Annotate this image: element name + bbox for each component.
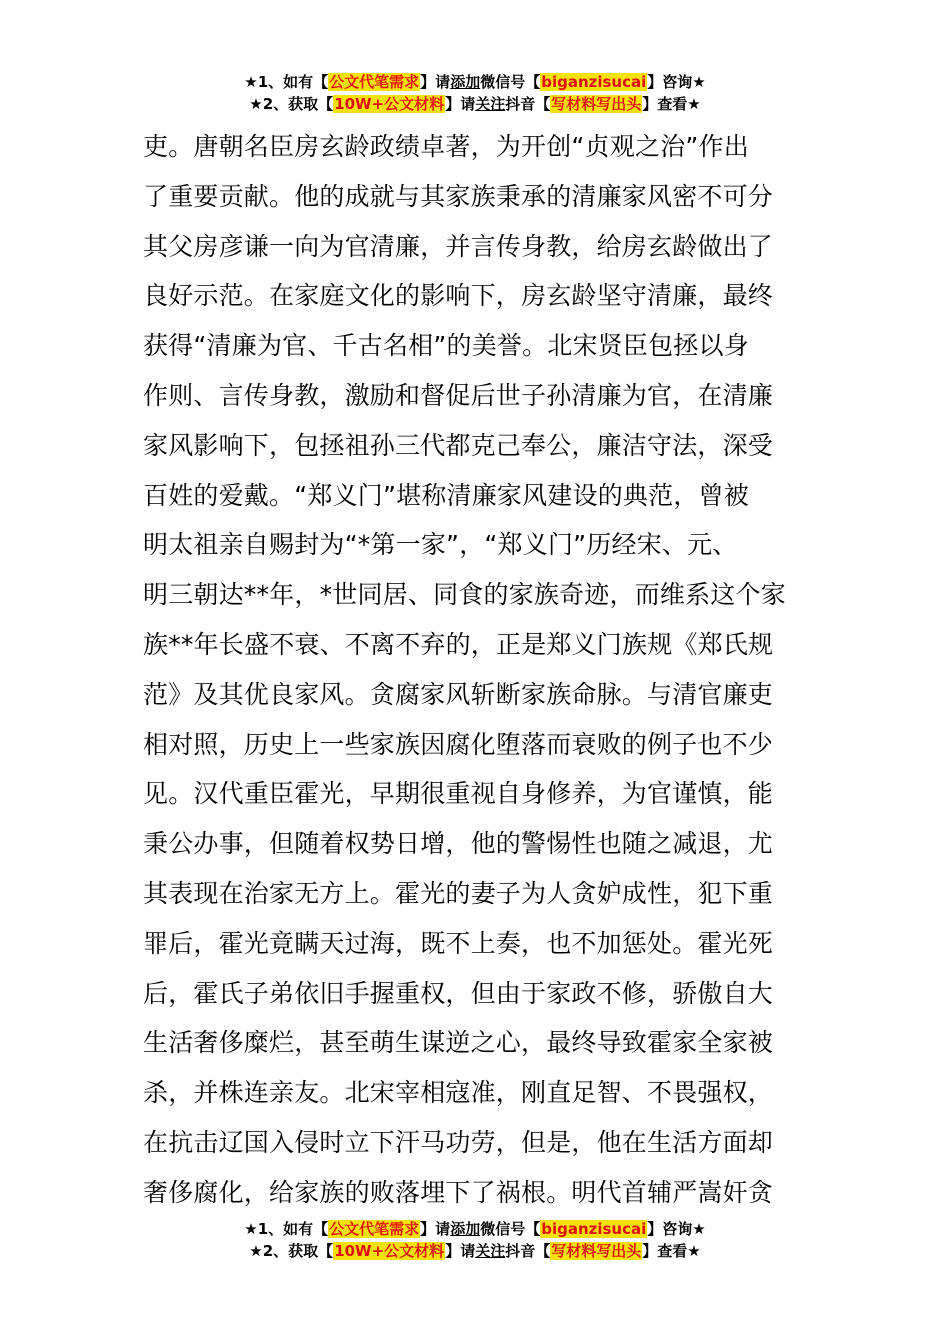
footer-line-2-text-b: 抖音【 (505, 1242, 551, 1260)
header-line-1-suffix: 】咨询★ (647, 73, 706, 91)
body-line: 见。汉代重臣霍光，早期很重视自身修养，为官谨慎，能 (143, 779, 774, 809)
footer-line-2-highlight-douyin: 写材料写出头 (551, 1242, 642, 1260)
header-line-1 (0, 71, 950, 93)
body-line: 奢侈腐化，给家族的败落埋下了祸根。明代首辅严嵩奸贪 (143, 1177, 774, 1207)
header-line-2-suffix: 】查看★ (642, 95, 701, 113)
body-line: 良好示范。在家庭文化的影响下，房玄龄坚守清廉，最终 (143, 281, 774, 311)
header-line-2-prefix: ★2、获取【 (249, 95, 334, 113)
footer-line-1-prefix: ★1、如有【 (244, 1220, 329, 1238)
footer-line-1-highlight-service: 公文代笔需求 (329, 1220, 420, 1238)
body-line: 范》及其优良家风。贪腐家风斩断家族命脉。与清官廉吏 (143, 679, 774, 709)
body-line: 秉公办事，但随着权势日增，他的警惕性也随之减退，尤 (143, 829, 774, 859)
body-line: 明三朝达**年，*世同居、同食的家族奇迹，而维系这个家 (143, 580, 786, 610)
header-line-1-highlight-wechat: biganzisucai (541, 73, 647, 91)
footer-line-1-text-b: 微信号【 (480, 1220, 541, 1238)
footer-line-1-highlight-wechat: biganzisucai (541, 1220, 647, 1238)
body-line: 百姓的爱戴。“郑义门”堪称清廉家风建设的典范，曾被 (143, 480, 749, 510)
header-line-2-text-a: 】请 (445, 95, 476, 113)
body-line: 其父房彦谦一向为官清廉，并言传身教，给房玄龄做出了 (143, 231, 774, 261)
footer-line-2 (0, 1240, 950, 1262)
body-line: 家风影响下，包拯祖孙三代都克己奉公，廉洁守法，深受 (143, 430, 774, 460)
footer-line-1-underline: 添加 (450, 1220, 481, 1238)
body-line: 了重要贡献。他的成就与其家族秉承的清廉家风密不可分 (143, 181, 774, 211)
body-line: 作则、言传身教，激励和督促后世子孙清廉为官，在清廉 (143, 380, 774, 410)
body-line: 罪后，霍光竟瞒天过海，既不上奏，也不加惩处。霍光死 (143, 928, 774, 958)
header-banner (0, 71, 950, 115)
body-line: 相对照，历史上一些家族因腐化堕落而衰败的例子也不少 (143, 729, 774, 759)
header-line-1-prefix: ★1、如有【 (244, 73, 329, 91)
footer-banner (0, 1218, 950, 1262)
footer-line-2-highlight-materials: 10W+公文材料 (334, 1242, 445, 1260)
body-line: 吏。唐朝名臣房玄龄政绩卓著，为开创“贞观之治”作出 (143, 132, 749, 161)
footer-line-1 (0, 1218, 950, 1240)
body-line: 后，霍氏子弟依旧手握重权，但由于家政不修，骄傲自大 (143, 978, 774, 1008)
footer-line-2-prefix: ★2、获取【 (249, 1242, 334, 1260)
footer-line-1-text-a: 】请 (420, 1220, 451, 1238)
header-line-2-highlight-materials: 10W+公文材料 (334, 95, 445, 113)
header-line-1-highlight-service: 公文代笔需求 (329, 73, 420, 91)
footer-line-2-text-a: 】请 (445, 1242, 476, 1260)
header-line-1-underline: 添加 (450, 73, 481, 91)
header-line-2-highlight-douyin: 写材料写出头 (551, 95, 642, 113)
header-line-2-underline: 关注 (475, 95, 506, 113)
body-line: 族**年长盛不衰、不离不弃的，正是郑义门族规《郑氏规 (143, 629, 774, 659)
footer-line-1-suffix: 】咨询★ (647, 1220, 706, 1238)
document-body (143, 122, 807, 1218)
body-line: 在抗击辽国入侵时立下汗马功劳，但是，他在生活方面却 (143, 1127, 774, 1157)
body-line: 获得“清廉为官、千古名相”的美誉。北宋贤臣包拯以身 (143, 331, 749, 361)
body-line: 其表现在治家无方上。霍光的妻子为人贪妒成性，犯下重 (143, 878, 774, 908)
body-line: 杀，并株连亲友。北宋宰相寇准，刚直足智、不畏强权， (143, 1078, 774, 1108)
header-line-2-text-b: 抖音【 (505, 95, 551, 113)
header-line-2 (0, 93, 950, 115)
body-line: 明太祖亲自赐封为“*第一家”，“郑义门”历经宋、元、 (143, 530, 738, 560)
header-line-1-text-b: 微信号【 (480, 73, 541, 91)
header-line-1-text-a: 】请 (420, 73, 451, 91)
footer-line-2-suffix: 】查看★ (642, 1242, 701, 1260)
footer-line-2-underline: 关注 (475, 1242, 506, 1260)
body-line: 生活奢侈糜烂，甚至萌生谋逆之心，最终导致霍家全家被 (143, 1028, 774, 1058)
